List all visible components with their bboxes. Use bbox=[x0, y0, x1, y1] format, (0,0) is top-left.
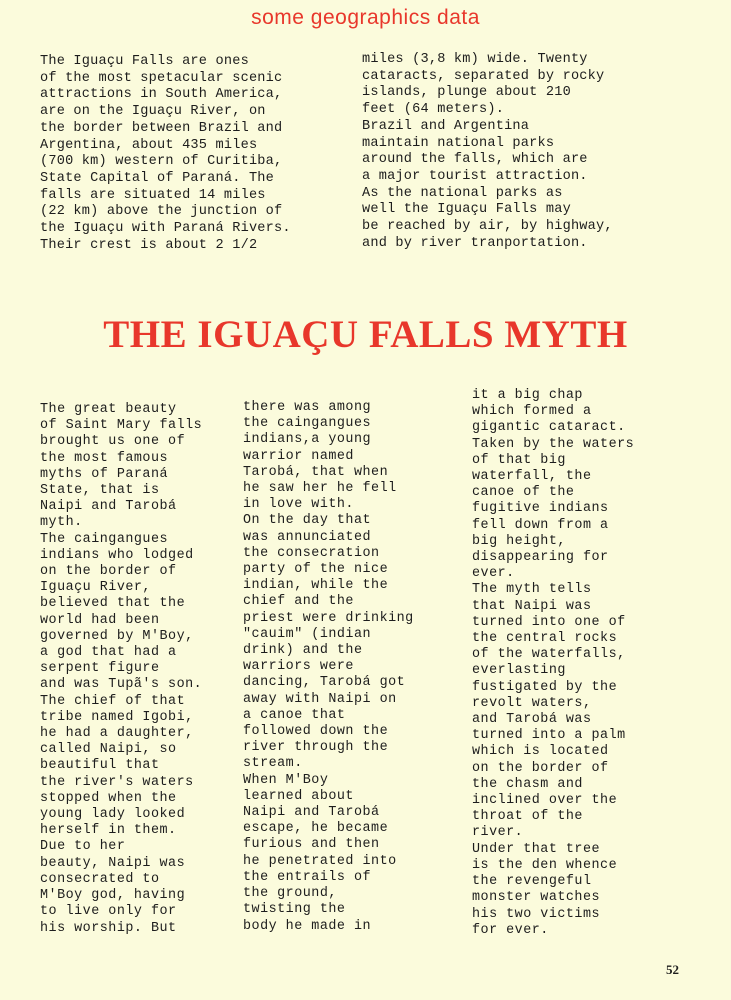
myth-title: THE IGUAÇU FALLS MYTH bbox=[103, 313, 628, 356]
geographics-paragraph: The Iguaçu Falls are ones of the most spetacular scenic attractions in South America, are on the Iguaçu River, on the border between Brazil and Argentina, about 435 miles (700 km) western of Curitiba, State Capital of Paraná. The falls are situated 14 miles (22 km) above the junction of the Iguaçu with Paraná Rivers. Their crest is about 2 1/2 bbox=[40, 54, 291, 253]
myth-text: it a big chap which formed a gigantic cataract. Taken by the waters of that big waterfall, the canoe of the fugitive indians fell down from a big height, disappearing for ever. The myth tells that Naipi was turned into one of the central rocks of the waterfalls, everlasting fustigated by the revolt waters, and Tarobá was turned into a palm which is located on the border of the chasm and inclined over the throat of the river. Under that tree is the den whence the revengeful monster watches his two victims for ever. bbox=[472, 388, 635, 938]
geographics-paragraph: miles (3,8 km) wide. Twenty cataracts, separated by rocky islands, plunge about 210 feet (64 meters). Brazil and Argentina maintain national parks around the falls, which are a major tourist attraction. As the national parks as well the Iguaçu Falls may be reached by air, by highway, and by river tranportation. bbox=[362, 52, 613, 251]
geographics-right-column bbox=[362, 52, 682, 252]
myth-column-2 bbox=[243, 400, 453, 935]
myth-column-3 bbox=[472, 388, 682, 939]
myth-column-1 bbox=[40, 402, 230, 937]
geographics-left-column bbox=[40, 54, 345, 254]
myth-text: The great beauty of Saint Mary falls brought us one of the most famous myths of Paraná State, that is Naipi and Tarobá myth. The caingangues indians who lodged on the border of Iguaçu River, believed that the world had been governed by M'Boy, a god that had a serpent figure and was Tupã's son. The chief of that tribe named Igobi, he had a daughter, called Naipi, so beautiful that the river's waters stopped when the young lady looked herself in them. Due to her beauty, Naipi was consecrated to M'Boy god, having to live only for his worship. But bbox=[40, 402, 203, 936]
page-number: 52 bbox=[666, 962, 679, 977]
myth-text: there was among the caingangues indians,a young warrior named Tarobá, that when he saw her he fell in love with. On the day that was annunciated the consecration party of the nice indian, while the chief and the priest were drinking "cauim" (indian drink) and the warriors were dancing, Tarobá got away with Naipi on a canoe that followed down the river through the stream. When M'Boy learned about Naipi and Tarobá escape, he became furious and then he penetrated into the entrails of the ground, twisting the body he made in bbox=[243, 400, 414, 934]
section-heading: some geographics data bbox=[251, 6, 480, 29]
